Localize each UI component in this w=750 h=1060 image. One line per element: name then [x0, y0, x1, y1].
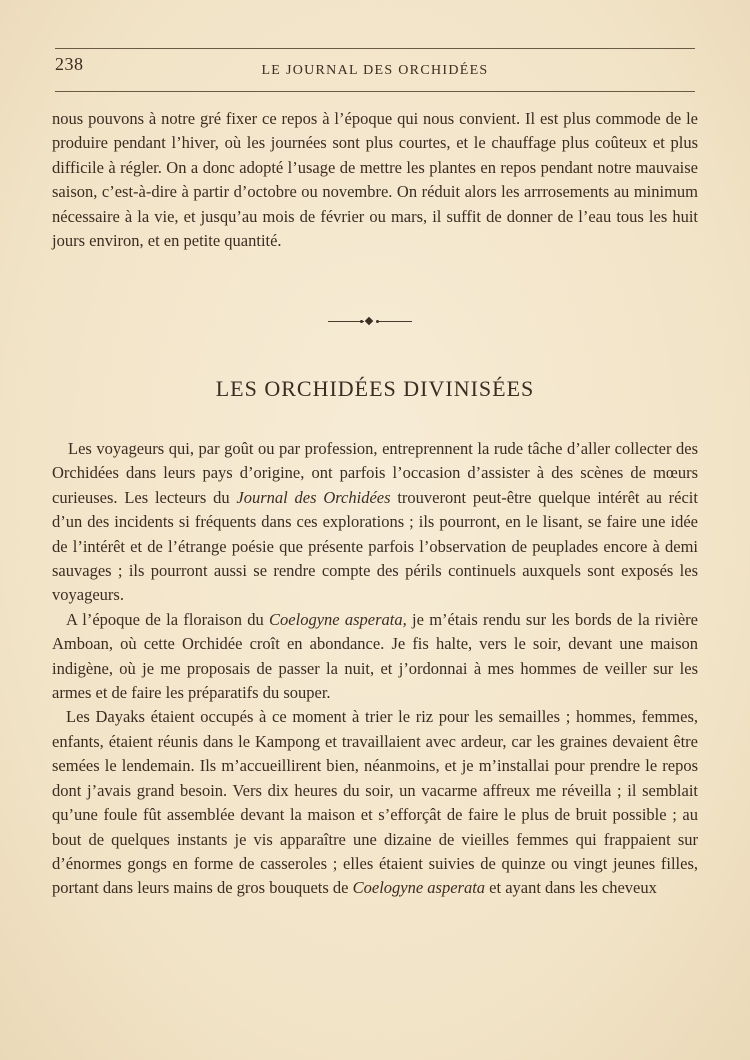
- divider-dot-left: [360, 320, 363, 323]
- p2-text-b: je m’étais rendu sur les bords de la rivière Amboan, où cette Orchidée croît en abondance. Je fis halte, vers le soir, devant une maison indigène, où je me proposais de passer la nuit, et j’ordonnai à mes hommes de veiller sur les armes et de faire les préparatifs du souper.: [52, 609, 698, 703]
- article-paragraph-3: [52, 705, 698, 900]
- species-name-italic: Coelogyne asperata,: [269, 609, 407, 629]
- p3-text-b: et ayant dans les cheveux: [485, 878, 657, 898]
- continuation-paragraph: [52, 107, 698, 253]
- running-title: LE JOURNAL DES ORCHIDÉES: [261, 63, 489, 78]
- p1-text-a: Les voyageurs qui, par goût ou par profession, entreprennent la rude tâche d’aller collecter des Orchidées dans leurs pays d’origine, ont parfois l’occasion d’assister à des scènes de mœurs curieuses. Les lecteurs du: [52, 439, 698, 507]
- p2-text-a: A l’époque de la floraison du: [66, 609, 270, 629]
- header-bottom-rule: [55, 91, 695, 92]
- section-divider-ornament: [328, 316, 412, 326]
- divider-diamond-icon: [365, 317, 373, 325]
- divider-line-right: [376, 321, 412, 322]
- header-top-rule: [55, 48, 695, 49]
- divider-line-left: [328, 321, 364, 322]
- p3-text-a: Les Dayaks étaient occupés à ce moment à trier le riz pour les semailles ; hommes, femmes, enfants, étaient réunis dans le Kampong et travaillaient avec ardeur, car les graines devaient être semées le lendemain. Ils m’accueillirent bien, néanmoins, et je m’installai pour prendre le repos dont j’avais grand besoin. Vers dix heures du soir, un vacarme affreux me réveilla ; il semblait qu’une foule fût assemblée devant la maison et s’efforçât de faire le plus de bruit possible ; au bout de quelques instants je vis apparaître une dizaine de vieilles femmes qui frappaient sur d’énormes gongs en forme de casseroles ; elles étaient suivies de quinze ou vingt jeunes filles, portant dans leurs mains de gros bouquets de: [52, 707, 698, 898]
- species-name-italic-2: Coelogyne asperata: [352, 878, 486, 898]
- article-body: [52, 437, 698, 901]
- page-number: 238: [55, 54, 84, 74]
- continuation-text: nous pouvons à notre gré fixer ce repos à l’époque qui nous convient. Il est plus commode de le produire pendant l’hiver, où les journées sont plus courtes, et le chauffage plus coûteux et plus difficile à régler. On a donc adopté l’usage de mettre les plantes en repos pendant notre mauvaise saison, c’est-à-dire à partir d’octobre ou novembre. On réduit alors les arrrosements au minimum nécessaire à la vie, et jusqu’au mois de février ou mars, il suffit de donner de l’eau tous les huit jours environ, et en petite quantité.: [52, 109, 698, 251]
- article-paragraph-1: [52, 437, 698, 608]
- p1-text-b: trouveront peut-être quelque intérêt au récit d’un des incidents si fréquents dans ces explorations ; ils pourront, en le lisant, se faire une idée de l’intérêt et de l’étrange poésie que présente parfois l’observation de peuplades encore à demi sauvages ; ils pourront aussi se rendre compte des périls continuels auxquels sont exposés les voyageurs.: [52, 487, 698, 605]
- journal-title-italic: Journal des Orchidées: [236, 487, 391, 507]
- article-paragraph-2: [52, 608, 698, 706]
- article-title: LES ORCHIDÉES DIVINISÉES: [215, 376, 535, 401]
- page-header: [55, 48, 695, 96]
